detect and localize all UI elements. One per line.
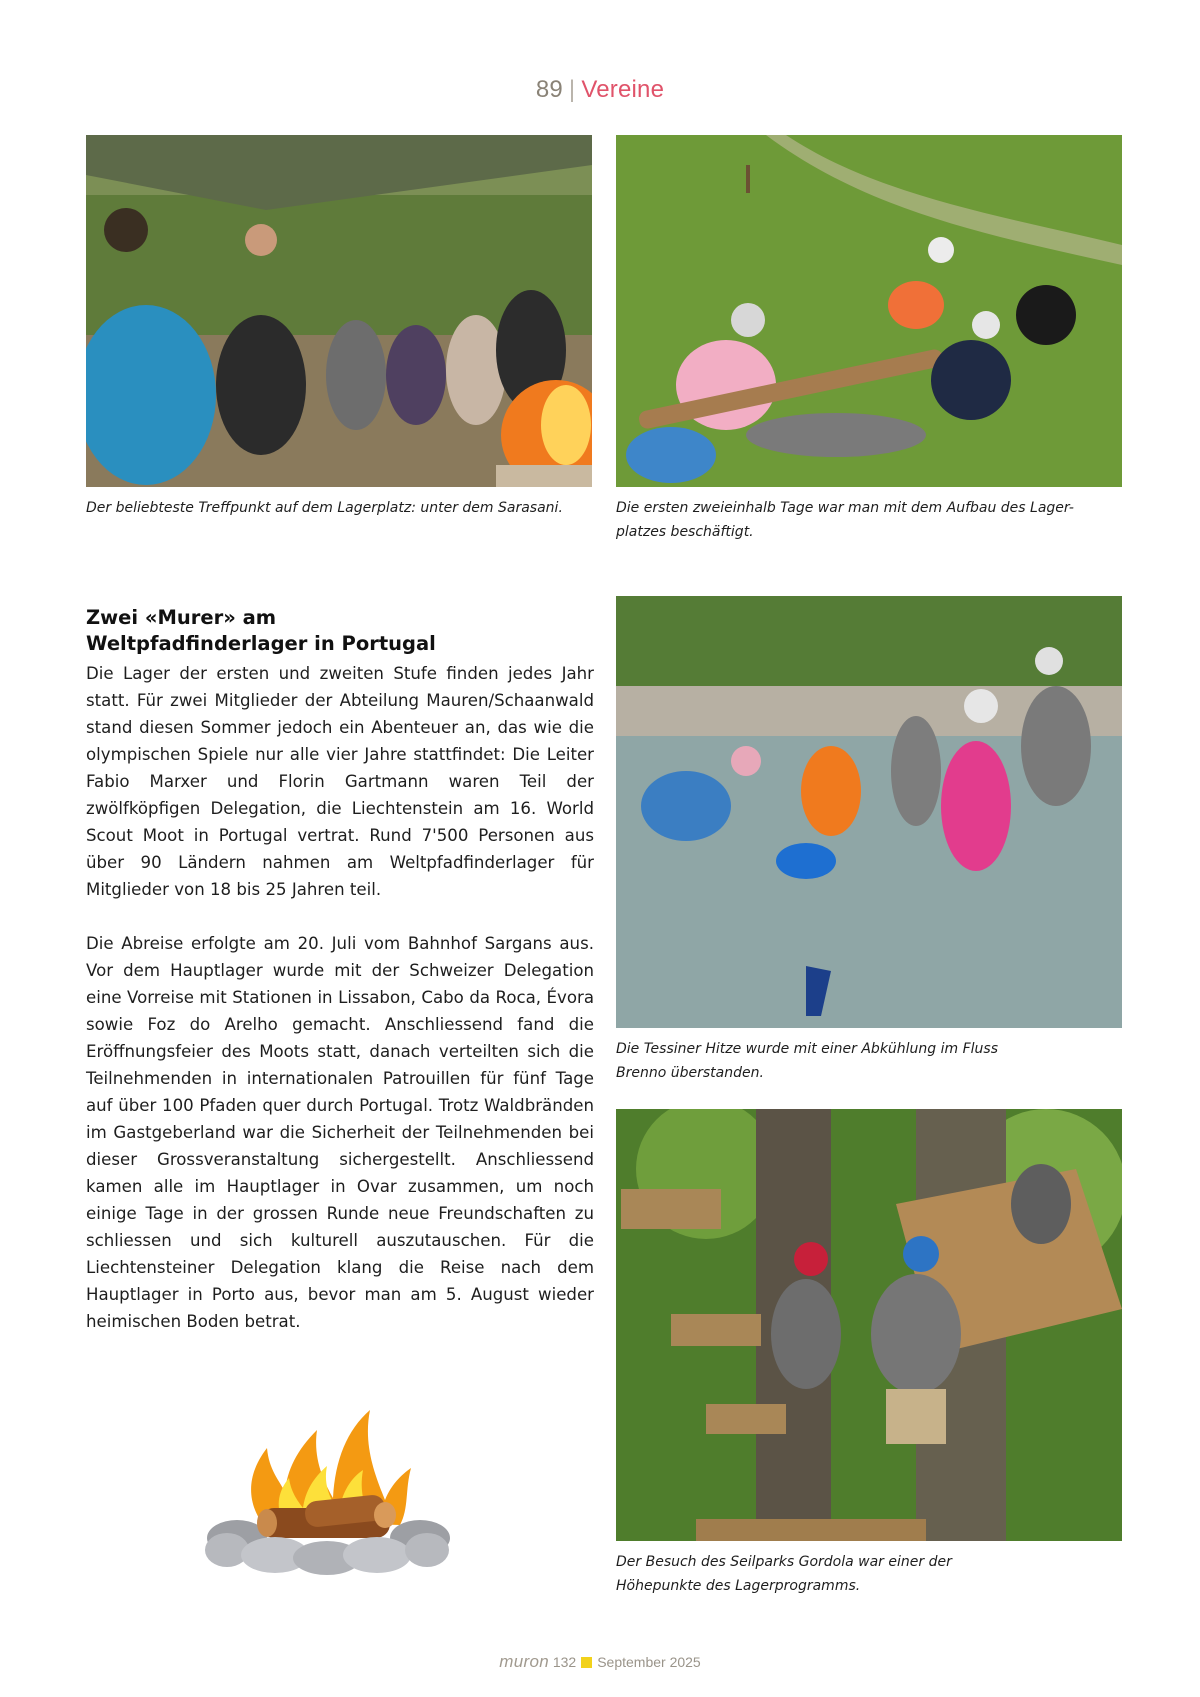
page-number: 89 [535, 76, 563, 103]
caption-line: platzes beschäftigt. [616, 524, 754, 540]
seilpark-photo [616, 1109, 1122, 1541]
yellow-square-icon [581, 1657, 592, 1668]
seilpark-caption [616, 1550, 1136, 1598]
sarasani-photo [86, 135, 592, 487]
caption-line: Der Besuch des Seilparks Gordola war einer der [616, 1554, 952, 1570]
article-paragraph: Die Abreise erfolgte am 20. Juli vom Bahnhof Sargans aus. Vor dem Hauptlager wurde mit der Schweizer Delegation eine Vorreise mit Stationen in Lissabon, Cabo da Roca, Évora sowie Foz do Arelho gemacht. Anschliessend fand die Eröffnungsfeier des Moots statt, danach verteilten sich die Teilnehmenden in internationalen Patrouillen für fünf Tage auf über 100 Pfaden quer durch Portugal. Trotz Waldbränden im Gastgeberland war die Sicherheit der Teilnehmenden bei dieser Grossveranstaltung sichergestellt. Anschliessend kamen alle im Hauptlager in Ovar zusammen, um noch einige Tage in der grossen Runde neue Freundschaften zu schliessen und sich kulturell auszutauschen. Für die Liechtensteiner Delegation klang die Reise nach dem Hauptlager in Porto aus, bevor man am 5. August wieder heimischen Boden betrat. [86, 934, 594, 1331]
caption-line: Brenno überstanden. [616, 1065, 764, 1081]
sarasani-caption [86, 496, 606, 520]
page-header [0, 76, 1200, 104]
section-title: Vereine [581, 76, 665, 103]
fluss-brenno-caption [616, 1037, 1136, 1085]
lagerplatz-aufbau-caption [616, 496, 1136, 544]
article-title [86, 605, 606, 657]
fluss-brenno-photo [616, 596, 1122, 1028]
issue-date: September 2025 [597, 1654, 701, 1670]
caption-line: Die ersten zweieinhalb Tage war man mit dem Aufbau des Lager- [616, 500, 1074, 516]
page-footer [0, 1652, 1200, 1672]
magazine-brand: muron [499, 1652, 549, 1671]
header-separator: | [568, 76, 576, 103]
campfire-icon [205, 1400, 450, 1575]
caption-line: Der beliebteste Treffpunkt auf dem Lagerplatz: unter dem Sarasani. [86, 500, 563, 516]
lagerplatz-aufbau-photo [616, 135, 1122, 487]
issue-number: 132 [552, 1654, 577, 1670]
article-body [86, 660, 594, 1335]
caption-line: Die Tessiner Hitze wurde mit einer Abkühlung im Fluss [616, 1041, 999, 1057]
article-paragraph: Die Lager der ersten und zweiten Stufe finden jedes Jahr statt. Für zwei Mitglieder der Abteilung Mauren/Schaanwald stand diesen Sommer jedoch ein Abenteuer an, das wie die olympischen Spiele nur alle vier Jahre stattfindet: Die Leiter Fabio Marxer und Florin Gartmann waren Teil der zwölfköpfigen Delegation, die Liechtenstein am 16. World Scout Moot in Portugal vertrat. Rund 7'500 Personen aus über 90 Ländern nahmen am Weltpfadfinderlager für Mitglieder von 18 bis 25 Jahren teil. [86, 664, 594, 899]
caption-line: Höhepunkte des Lagerprogramms. [616, 1578, 861, 1594]
article-title-line: Weltpfadfinderlager in Portugal [86, 632, 436, 655]
article-title-line: Zwei «Murer» am [86, 606, 277, 629]
